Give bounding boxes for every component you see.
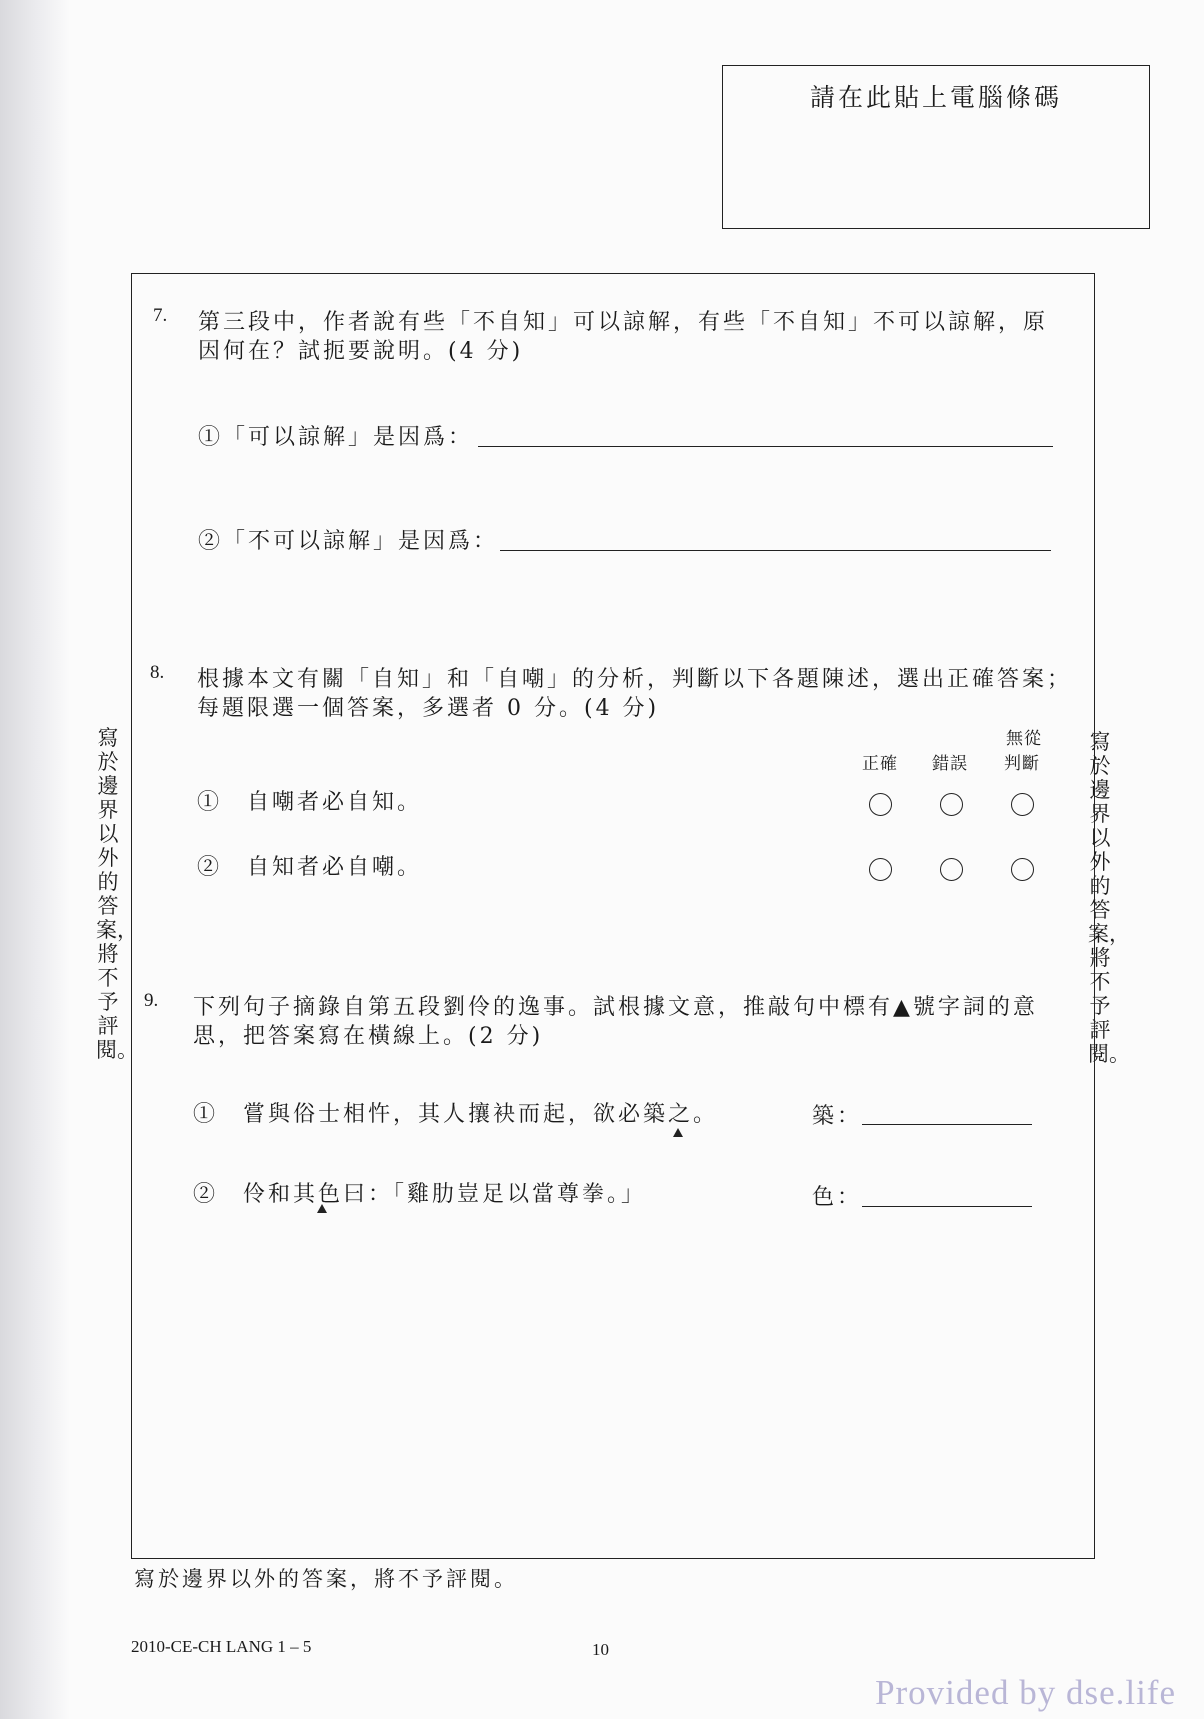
question-9-item-2: ② 伶和其色曰：「雞肋豈足以當尊拳。」 <box>193 1182 647 1207</box>
question-8-number: 8. <box>150 662 165 683</box>
answer-frame <box>131 273 1095 1559</box>
question-9-item-1: ① 嘗與俗士相忤，其人攘袂而起，欲必築之。 <box>193 1102 719 1127</box>
question-9-number: 9. <box>144 990 159 1011</box>
emphasis-marker-triangle <box>673 1128 683 1137</box>
question-9-item-2-answer-line[interactable] <box>862 1206 1032 1207</box>
left-margin-note: 寫於邊界以外的答案，將不予評閱。 <box>96 726 138 1062</box>
question-9-item-1-label: 築： <box>812 1104 863 1129</box>
question-7-text-line1: 第三段中，作者說有些「不自知」可以諒解，有些「不自知」不可以諒解，原 <box>198 310 1049 335</box>
question-8-text-line1: 根據本文有關「自知」和「自嘲」的分析，判斷以下各題陳述，選出正確答案； <box>197 667 1073 692</box>
question-9-item-1-answer-line[interactable] <box>862 1124 1032 1125</box>
question-8-statement-2: ② 自知者必自嘲。 <box>197 855 423 880</box>
barcode-sticker-box <box>722 65 1150 229</box>
question-9-text-line2: 思，把答案寫在橫線上。(2 分) <box>193 1024 544 1049</box>
question-8-text-line2: 每題限選一個答案，多選者 0 分。(4 分) <box>197 696 660 721</box>
option-header-correct: 正確 <box>862 754 898 774</box>
emphasis-marker-triangle <box>317 1204 327 1213</box>
statement-1-wrong-radio[interactable] <box>940 793 963 816</box>
question-7-number: 7. <box>153 305 168 326</box>
option-header-cannot-determine-line2: 判斷 <box>1004 754 1040 774</box>
right-margin-note: 寫於邊界以外的答案，將不予評閱。 <box>1088 730 1130 1066</box>
statement-1-cannot-determine-radio[interactable] <box>1011 793 1034 816</box>
question-7-text-line2: 因何在？試扼要說明。(4 分) <box>198 339 524 364</box>
option-header-wrong: 錯誤 <box>932 754 968 774</box>
binding-shadow <box>0 0 70 1719</box>
question-7-part1-label: ①「可以諒解」是因爲： <box>198 425 474 450</box>
statement-1-correct-radio[interactable] <box>869 793 892 816</box>
question-7-part2-answer-line[interactable] <box>500 550 1051 551</box>
bottom-margin-note: 寫於邊界以外的答案，將不予評閱。 <box>134 1567 518 1591</box>
paper-code: 2010-CE-CH LANG 1 – 5 <box>131 1637 312 1656</box>
statement-2-cannot-determine-radio[interactable] <box>1011 858 1034 881</box>
page-number: 10 <box>592 1640 609 1659</box>
statement-2-correct-radio[interactable] <box>869 858 892 881</box>
watermark: Provided by dse.life <box>875 1673 1176 1712</box>
barcode-label: 請在此貼上電腦條碼 <box>809 83 1062 112</box>
option-header-cannot-determine-line1: 無從 <box>1006 729 1042 749</box>
question-8-statement-1: ① 自嘲者必自知。 <box>197 790 423 815</box>
statement-2-wrong-radio[interactable] <box>940 858 963 881</box>
question-7-part1-answer-line[interactable] <box>478 446 1053 447</box>
question-9-item-2-label: 色： <box>812 1185 863 1210</box>
question-7-part2-label: ②「不可以諒解」是因爲： <box>198 529 499 554</box>
question-9-text-line1: 下列句子摘錄自第五段劉伶的逸事。試根據文意，推敲句中標有▲號字詞的意 <box>193 995 1038 1020</box>
